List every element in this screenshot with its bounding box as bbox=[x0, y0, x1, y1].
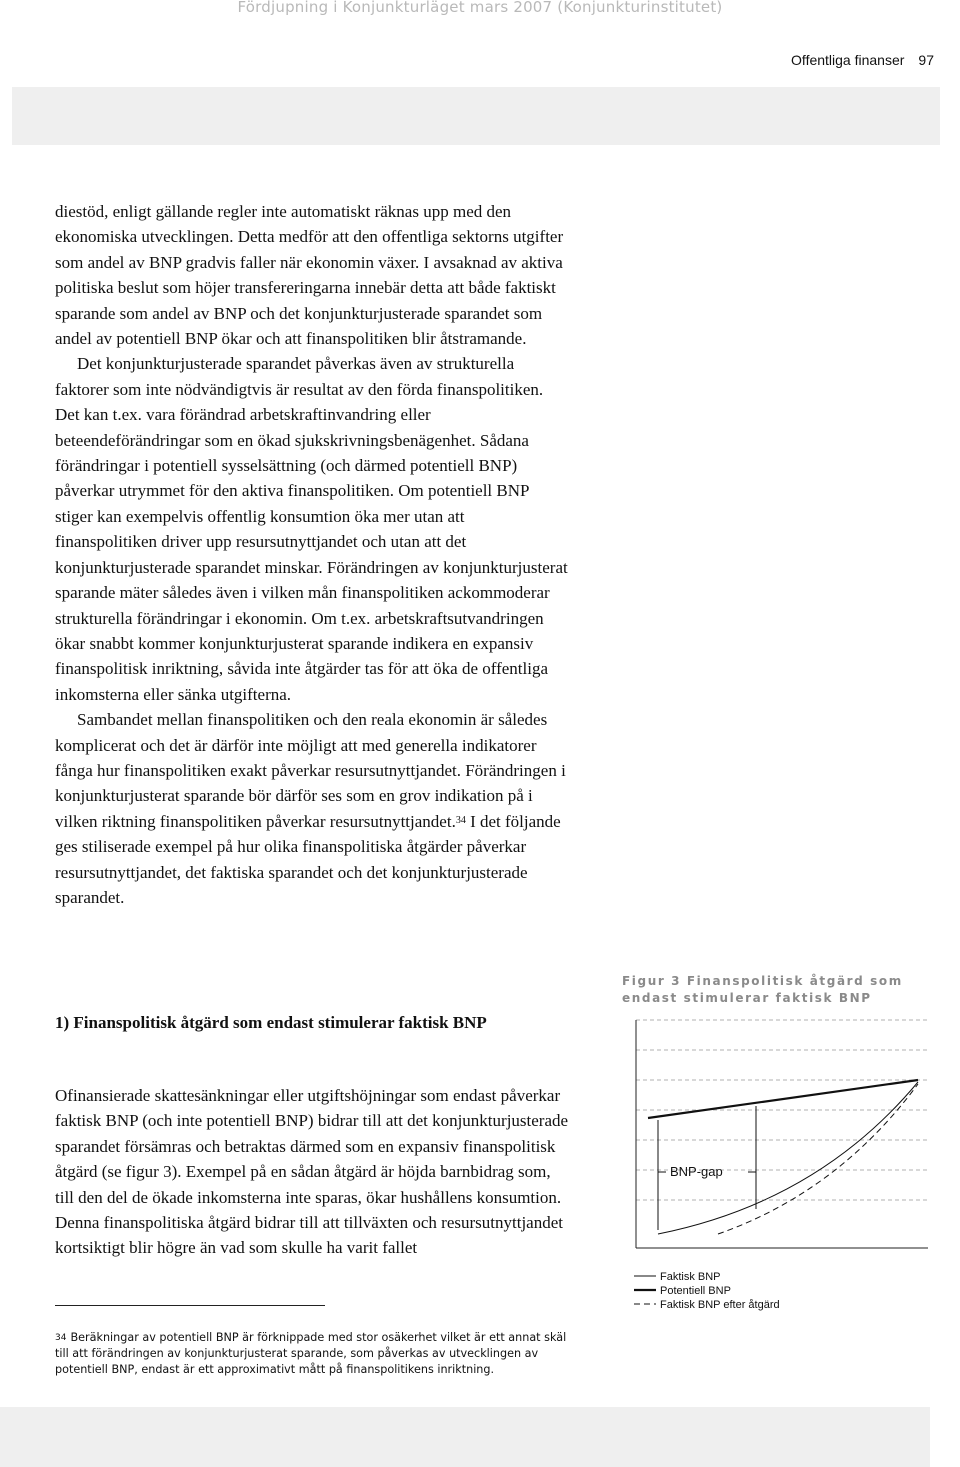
footnote-number: 34 bbox=[55, 1333, 67, 1343]
legend-label-potentiell: Potentiell BNP bbox=[660, 1285, 731, 1297]
section-heading: 1) Finanspolitisk åtgärd som endast stimulerar faktisk BNP bbox=[55, 1013, 487, 1032]
footnote-divider bbox=[55, 1305, 325, 1306]
body-text-lower bbox=[55, 1083, 570, 1261]
bnp-gap-label: BNP-gap bbox=[670, 1164, 723, 1179]
legend bbox=[634, 1271, 780, 1311]
footnote-34 bbox=[55, 1330, 575, 1378]
footnote-reference[interactable]: 34 bbox=[455, 814, 466, 826]
figure-3 bbox=[628, 1012, 928, 1317]
figure-caption: Figur 3 Finanspolitisk åtgärd som endast stimulerar faktisk BNP bbox=[622, 974, 903, 1005]
header-band bbox=[12, 87, 940, 145]
faktisk-bnp-efter-atgard-line bbox=[718, 1084, 918, 1234]
paragraph-3 bbox=[55, 707, 570, 910]
body-text-upper bbox=[55, 199, 570, 910]
paragraph-1: diestöd, enligt gällande regler inte automatiskt räknas upp med den ekonomiska utvecklingen. Detta medför att den offentliga sektorns utgifter som andel av BNP gradvis faller när ekonomin växer. I avsaknad av aktiva politiska beslut som höjer transfereringarna innebär detta att både faktiskt sparande som andel av BNP och det konjunkturjusterade sparandet som andel av potentiell BNP ökar och att finanspolitiken blir åtstramande. bbox=[55, 202, 564, 349]
potentiell-bnp-line bbox=[648, 1080, 918, 1118]
footnote-text: Beräkningar av potentiell BNP är förknippade med stor osäkerhet vilket är ett annat skäl till att förändringen av konjunkturjusterat sparande, som påverkas av utvecklingen av potentiell BNP, endast är ett approximativt mått på finanspolitikens inriktning. bbox=[55, 1331, 567, 1376]
page-number: 97 bbox=[918, 52, 934, 68]
paragraph-3-text-a: Sambandet mellan finanspolitiken och den reala ekonomin är således komplicerat och det är därför inte möjligt att med generella indikatorer fånga hur finanspolitiken exakt påverkar resursutnyttjandet. Förändringen i konjunkturjusterat sparande bör därför ses som en grov indikation på i vilken riktning finanspolitiken påverkar resursutnyttjandet. bbox=[55, 710, 566, 831]
faktisk-bnp-line bbox=[658, 1082, 918, 1234]
document-banner: Fördjupning i Konjunkturläget mars 2007 (Konjunkturinstitutet) bbox=[237, 0, 723, 16]
running-head bbox=[791, 52, 934, 68]
paragraph-3-text-b: I det följande ges stiliserade exempel på hur olika finanspolitiska åtgärder påverkar resursutnyttjandet, det faktiska sparandet och det konjunkturjusterade sparandet. bbox=[55, 811, 561, 907]
paragraph-4: Ofinansierade skattesänkningar eller utgiftshöjningar som endast påverkar faktisk BNP (och inte potentiell BNP) bidrar till att det konjunkturjusterade sparandet försämras och betraktas därmed som en expansiv finanspolitisk åtgärd (se figur 3). Exempel på en sådan åtgärd är höjda barnbidrag som, till den del de ökade inkomsterna inte sparas, ökar hushållens konsumtion. Denna finanspolitiska åtgärd bidrar till att tillväxten och resursutnyttjandet kortsiktigt blir högre än vad som skulle ha varit fallet bbox=[55, 1086, 569, 1258]
footer-band bbox=[0, 1407, 930, 1467]
section-title: Offentliga finanser bbox=[791, 52, 905, 68]
figure-3-diagram bbox=[628, 1012, 928, 1312]
paragraph-2: Det konjunkturjusterade sparandet påverkas även av strukturella faktorer som inte nödvändigtvis är resultat av den förda finanspolitiken. Det kan t.ex. vara förändrad arbetskraftinvandring eller beteendeförändringar som en ökad sjukskrivningsbenägenhet. Sådana förändringar i potentiell sysselsättning (och därmed potentiell BNP) påverkar utrymmet för den aktiva finanspolitiken. Om potentiell BNP stiger kan exempelvis offentlig konsumtion öka mer utan att finanspolitiken driver upp resursutnyttjandet och utan att det konjunkturjusterade sparandet minskar. Förändringen av konjunkturjusterat sparande mäter således även i vilken mån finanspolitiken ackommoderar strukturella förändringar i ekonomin. Om t.ex. arbetskraftsutvandringen ökar snabbt kommer konjunkturjusterat sparande indikera en expansiv finanspolitisk inriktning, såvida inte åtgärder tas för att öka de offentliga inkomsterna eller sänka utgifterna. bbox=[55, 354, 568, 704]
legend-label-faktisk: Faktisk BNP bbox=[660, 1271, 721, 1283]
legend-label-efter: Faktisk BNP efter åtgärd bbox=[660, 1299, 780, 1311]
